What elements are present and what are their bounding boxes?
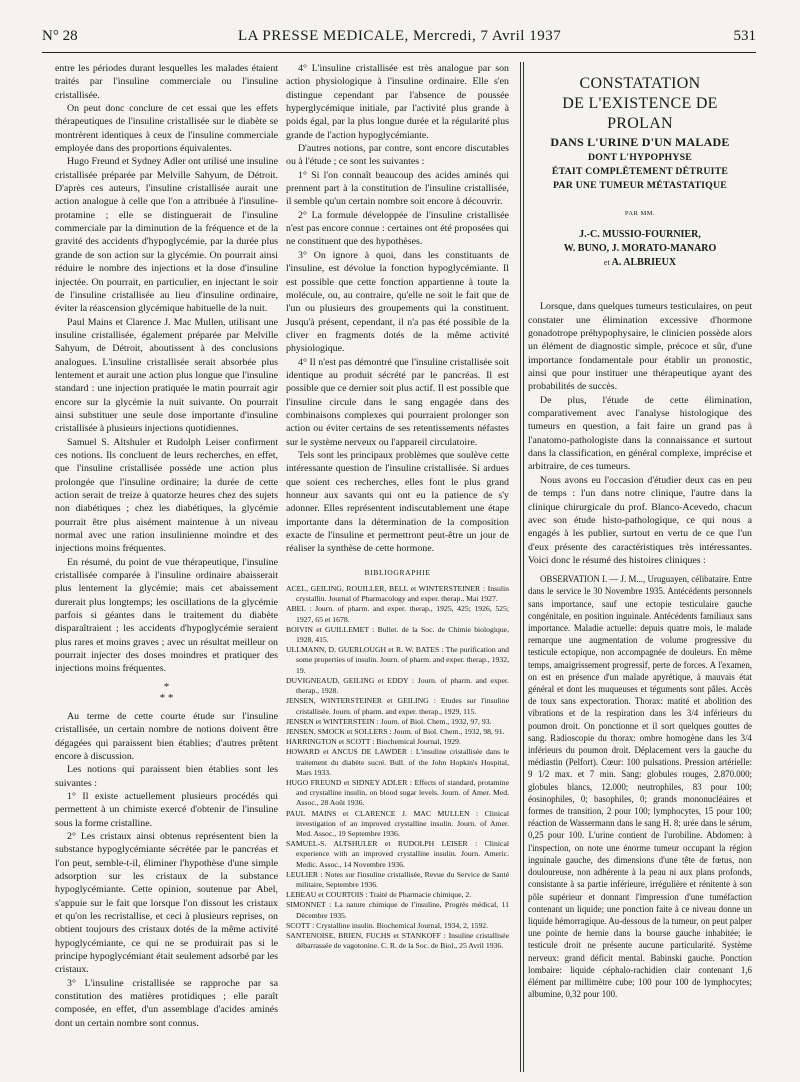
journal-name: LA PRESSE MEDICALE, bbox=[238, 28, 409, 44]
article-subtitle: DANS L'URINE D'UN MALADE bbox=[550, 135, 730, 149]
running-title bbox=[238, 28, 561, 45]
paragraph: 1° Il existe actuellement plusieurs procédés qui permettent à un chimiste exercé d'obtenir de l'insuline sous la forme cristalline. bbox=[55, 790, 278, 829]
author-line bbox=[528, 256, 752, 270]
paragraph: Hugo Freund et Sydney Adler ont utilisé une insuline cristallisée préparée par Melville Sahyum, de Détroit. D'après ces auteurs, l'insuline cristallisée aurait une action analogue à celle que l'on a attribuée à l'insuline-protamine ; elle se distinguerait de l'insuline commerciale par la diminution de la fréquence et de la gravité des accidents d'hypoglycémie, par la durée plus grande de son action sur la glycémie. On pourrait ainsi réduire le nombre des injections et la dose d'insuline injectée. On pourrait, en particulier, en injectant le soir de l'insuline cristallisée au lieu d'insuline ordinaire, éviter la réascension glycémique habituelle de la nuit. bbox=[55, 156, 278, 315]
bibliography-entry: LEBEAU et COURTOIS : Traité de Pharmacie chimique, 2. bbox=[286, 890, 472, 900]
article-title-line: DE L'EXISTENCE DE PROLAN bbox=[562, 95, 718, 132]
issue-number: N° 28 bbox=[42, 28, 78, 44]
observation-paragraph: OBSERVATION I. — J. M..., Uruguayen, célibataire. Entre dans le service le 30 Novembre 1935. Antécédents personnels sans importance, sauf une ectopie testiculaire gauche congénitale, en position inguinale. Antécédents familiaux sans importance. Maladie actuelle: depuis quatre mois, le malade remarque une augmentation de volume progressive du testicule ectopique, non accompagnée de douleurs. En même temps, amaigrissement progressif, perte de forces. A l'examen, on est en présence d'un malade apyrétique, à mauvais état général et dont les muqueuses et téguments sont pâles. Accès de toux sans expectoration. Thorax: matité et abolition des vibrations et de la respiration dans les 3/4 inférieurs du poumon droit. On ponctionne et il sort quelques gouttes de sang. Radioscopie du thorax: ombre homogène dans les 3/4 inférieurs du poumon droit. Déplacement vers la gauche du médiastin (Pelfort). Cœur: 100 pulsations. Pression artérielle: 9 1/2 max. et 7 min. Sang: globules rouges, 2.870.000; globules blancs, 12.000; neutrophiles, 83 pour 100; éosinophiles, 0; basophiles, 0; grands mononucléaires et formes de transition, 2 pour 100; lymphocytes, 15 pour 100; réaction de Wassermann dans le sang H. 8; urée dans le sérum, 0,25 pour 100. L'urine contient de l'urobiline. Abdomen: à l'inspection, on note une énorme tumeur occupant la région inguinale gauche, des dimensions d'une tête de fœtus, non douloureuse, non adhérente à la peau ni aux plans profonds, consistante à sa partie inférieure, irrégulière et rénitente à son pôle supérieur et donnant l'impression d'une tuméfaction contenant un liquide; une ponction faite à ce niveau donne un liquide hémorragique. Au-dessous de la tumeur, on peut palper une pointe de hernie dans la bourse gauche inhabitée; le testicule droit ne présente aucune particularité. Système nerveux: grand déficit mental. Babinski gauche. Ponction lombaire: liquide céphalo-rachidien clair contenant 1,6 élément par millimètre cube; 100 pour 100 de lymphocytes; albumine, 0,32 pour 100. bbox=[528, 574, 752, 1000]
bibliography-entry: SANTENOISE, BRIEN, FUCHS et STANKOFF : Insuline cristallisée débarrassée de vagotonine. C. R. de la Soc. de Biol., 25 Avril 1936. bbox=[286, 930, 509, 951]
bibliography-heading: BIBLIOGRAPHIE bbox=[364, 567, 431, 577]
column-rule bbox=[523, 62, 524, 1072]
bibliography-entry: HOWARD et ANCUS DE LAWDER : L'insuline cristallisée dans le traitement du diabète sucré. Bull. of the John Hopkin's Hospital, Mars 1933. bbox=[286, 747, 509, 777]
paragraph: D'autres notions, par contre, sont encore discutables ou à l'étude ; ce sont les suivantes : bbox=[286, 143, 509, 168]
article-title: CONSTATATION bbox=[579, 75, 701, 92]
bibliography-entry: HUGO FREUND et SIDNEY ADLER : Effects of standard, protamine and crystalline insulin, on blood sugar levels. Journ. of Amer. Med. Assoc., 28 Août 1936. bbox=[286, 777, 509, 808]
paragraph: Lorsque, dans quelques tumeurs testiculaires, on peut constater une élimination excessive d'hormone gonadotrope préhypophysaire, le clinicien possède alors un élément de diagnostic simple, précoce et sûr, d'une importance fondamentale pour établir un pronostic, ainsi que pour instituer une thérapeutique ayant des probabilités de succès. bbox=[528, 301, 752, 393]
paragraph: 1° Si l'on connaît beaucoup des acides aminés qui prennent part à la constitution de l'insuline cristallisée, il semble qu'un certain nombre soit encore à découvrir. bbox=[286, 169, 509, 208]
column-1 bbox=[55, 62, 278, 1030]
bibliography-entry: SIMONNET : La nature chimique de l'insuline, Progrès médical, 11 Décembre 1935. bbox=[286, 900, 509, 920]
paragraph: 4° Il n'est pas démontré que l'insuline cristallisée soit identique au produit sécrété par le pancréas. Il est possible que ce dernier soit plus actif. Il est possible que l'insuline circule dans le sang engagée dans des combinaisons complexes qui pourraient prolonger son action ou éviter certains de ses retentissements néfastes sur le système nerveux ou l'appareil circulatoire. bbox=[286, 356, 509, 448]
issue-date: Mercredi, 7 Avril 1937 bbox=[413, 28, 562, 44]
bibliography-entry: LEULIER : Notes sur l'insuline cristallisée, Revue du Service de Santé militaire, Septembre 1936. bbox=[286, 869, 509, 889]
bibliography-entry: JENSEN, SMOCK et SOLLERS : Journ. of Biol. Chem., 1932, 98, 91. bbox=[286, 726, 505, 736]
bibliography-entry: PAUL MAINS et CLARENCE J. MAC MULLEN : Clinical investigation of an improved crystalline insulin. Journ. of Amer. Med. Assoc., 19 Septembre 1936. bbox=[286, 808, 509, 838]
bibliography-entry: DUVIGNEAUD, GEILING et EDDY : Journ. of pharm. and exper. therap., 1928. bbox=[286, 675, 509, 696]
paragraph: Paul Mains et Clarence J. Mac Mullen, utilisant une insuline cristallisée, également préparée par Melville Sahyum, de Détroit, aboutissent à des conclusions analogues. L'insuline cristallisée serait absorbée plus lentement et aurait une action plus longue que l'insuline standard : une injection pratiquée le matin pourrait agir encore sur la glycémie la nuit suivante. On pourrait ainsi substituer une seule dose importante d'insuline cristallisée à plusieurs injections quotidiennes. bbox=[55, 316, 278, 435]
author-line: W. BUNO, J. MORATO-MANARO bbox=[563, 243, 717, 255]
bibliography-entry: ABEL : Journ. of pharm. and exper. therap., 1925, 425; 1926, 525; 1927, 65 et 1678. bbox=[286, 604, 509, 624]
article-subtitle-line: PAR UNE TUMEUR MÉTASTATIQUE bbox=[552, 180, 728, 191]
paragraph: entre les périodes durant lesquelles les malades étaient traités par l'insuline commerciale ou l'insuline cristallisée. bbox=[55, 63, 278, 101]
bibliography-entry: JENSEN et WINTERSTEIN : Journ. of Biol. Chem., 1932, 97, 93. bbox=[286, 716, 492, 726]
paragraph: Samuel S. Altshuler et Rudolph Leiser confirment ces notions. Ils concluent de leurs recherches, en effet, que l'insuline cristallisée possède une action plus prolongée que l'insuline ordinaire; la durée de cette action serait de treize à quatorze heures chez des sujets non diabétiques ; chez les diabétiques, la glycémie pourrait être plus aisément maintenue à un niveau normal avec une ration insulinienne moindre et des injections moins fréquentes. bbox=[55, 436, 278, 555]
paragraph: 2° Les cristaux ainsi obtenus représentent bien la substance hypoglycémiante sécrétée par le pancréas et l'on peut, semble-t-il, éliminer l'hypothèse d'une simple adsorption sur les cristaux de la substance hypoglycémiante. Cette opinion, soutenue par Abel, s'appuie sur le fait que lorsque l'on dissout les cristaux et qu'on les recristallise, et ceci à plusieurs reprises, on obtient toujours des cristaux dotés de la même activité hypoglycémiante, ce qui ne se produirait pas si le principe hypoglycémiant était seulement adsorbé par les cristaux. bbox=[55, 830, 278, 976]
paragraph: Au terme de cette courte étude sur l'insuline cristallisée, un certain nombre de notions doivent être dégagées qui paraissent bien établies; d'autres prêtent encore à discussion. bbox=[55, 710, 278, 762]
paragraph: 3° On ignore à quoi, dans les constituants de l'insuline, est dévolue la fonction hypoglycémiante. Il est possible que cette fonction appartienne à toute la molécule, ou, au contraire, qu'elle ne soit le fait que de l'un ou plusieurs des groupements qui la constituent. Jusqu'à présent, cependant, il n'a pas été possible de la cliver en fragments dotés de la même activité physiologique. bbox=[286, 249, 509, 355]
clinical-observation bbox=[528, 573, 752, 1000]
paragraph: 3° L'insuline cristallisée se rapproche par sa constitution des matières protidiques ; elle paraît composée, en effet, d'un assemblage d'acides aminés dont un certain nombre sont connus. bbox=[55, 977, 278, 1029]
paragraph: Tels sont les principaux problèmes que soulève cette intéressante question de l'insuline cristallisée. Si ardues que soient ces recherches, elles font le plus grand honneur aux savants qui ont eu la patience de s'y adonner. Elles représentent indiscutablement une étape importante dans la détermination de la composition exacte de l'insuline et permettront peut-être un jour de réaliser la synthèse de cette hormone. bbox=[286, 449, 509, 555]
bibliography-entry: ACEL, GEILING, ROUILLER, BELL et WINTERSTEINER : Insulin crystallin. Journal of Pharmacology and exper. therap., Mai 1927. bbox=[286, 584, 509, 604]
page-header bbox=[42, 26, 756, 53]
bibliography-entry: BOIVIN et GUILLEMET : Bullet. de la Soc. de Chimie biologique, 1928, 415. bbox=[286, 624, 509, 645]
bibliography-entry: HARRINGTON et SCOTT : Biochemical Journal, 1929. bbox=[286, 737, 461, 747]
article-subtitle-line: ÉTAIT COMPLÈTEMENT DÉTRUITE bbox=[551, 166, 729, 177]
column-rule bbox=[520, 62, 521, 1072]
column-3 bbox=[528, 62, 752, 1000]
paragraph: 2° La formule développée de l'insuline cristallisée n'est pas encore connue : certaines ont été proposées qui ne constituent que des hypothèses. bbox=[286, 209, 509, 248]
article-body bbox=[528, 300, 752, 1000]
paragraph: De plus, l'étude de cette élimination, comparativement avec l'analyse histologique des tumeurs en question, a fait faire un grand pas à l'anatomo-pathologiste dans la connaissance et surtout dans la classification, en général complexe, imprécise et arbitraire, de ces tumeurs. bbox=[528, 394, 752, 473]
author-line: J.-C. MUSSIO-FOURNIER, bbox=[579, 229, 701, 241]
bibliography-entry: SAMUEL-S. ALTSHULER et RUDOLPH LEISER : Clinical experience with an improved crystalline insulin. Journ. Americ. Medic. Assoc., 14 Novembre 1936. bbox=[286, 839, 509, 869]
bibliography-entry: ULLMANN, D. GUERLOUGH et R. W. BATES : The purification and some properties of insulin. Journ. of pharm. and exper. therap., 1932, 19. bbox=[286, 645, 509, 675]
paragraph: On peut donc conclure de cet essai que les effets thérapeutiques de l'insuline cristallisée sur le diabète se montrèrent identiques à ceux de l'insuline commerciale employée dans des proportions équivalentes. bbox=[55, 103, 278, 155]
bibliography-entry: SCOTT : Crystalline insulin. Biochemical Journal, 1934, 2, 1592. bbox=[286, 920, 489, 930]
paragraph: Les notions qui paraissent bien établies sont les suivantes : bbox=[55, 764, 278, 789]
bibliography-entry: JENSEN, WINTERSTEINER et GEILING : Etudes sur l'insuline cristallisée. Journ. of pharm. and exper. therap., 1929, 115. bbox=[286, 696, 509, 716]
byline-prefix: PAR MM. bbox=[624, 210, 656, 217]
page-number: 531 bbox=[733, 28, 756, 44]
paragraph: En résumé, du point de vue thérapeutique, l'insuline cristallisée comparée à l'insuline ordinaire abaisserait plus lentement la glycémie; mais cet abaissement durerait plus longtemps; les oscillations de la glycémie parfois si géantes dans le traitement du diabète disparaîtraient ; les accidents d'hypoglycémie seraient plus rares et moins graves ; avec un résultat meilleur on pourrait injecter des doses moindres et pratiquer des injections moins fréquentes. bbox=[55, 556, 278, 675]
paragraph: Nous avons eu l'occasion d'étudier deux cas en peu de temps : l'un dans notre clinique, l'autre dans la clinique chirurgicale du prof. Blanco-Acevedo, chacun avec son étude histo-pathologique, ce qui nous a engagés à les publier, surtout en vertu de ce que l'un d'eux présente des caractéristiques très intéressantes. Voici donc le résumé des histoires cliniques : bbox=[528, 474, 752, 566]
article-subtitle-line: DONT L'HYPOPHYSE bbox=[588, 152, 692, 163]
paragraph: 4° L'insuline cristallisée est très analogue par son action physiologique à l'insuline ordinaire. Elle s'en distingue cependant par l'absence de poussée hyperglycémique initiale, par l'activité plus grande à poids égal, par la plus longue durée et la régularité plus grande de l'action hypoglycémiante. bbox=[286, 63, 509, 141]
author-name: A. ALBRIEUX bbox=[611, 257, 677, 269]
column-2 bbox=[286, 62, 509, 951]
section-separator: * * * bbox=[159, 680, 174, 704]
conjunction: et bbox=[603, 258, 610, 268]
bibliography bbox=[286, 584, 509, 951]
